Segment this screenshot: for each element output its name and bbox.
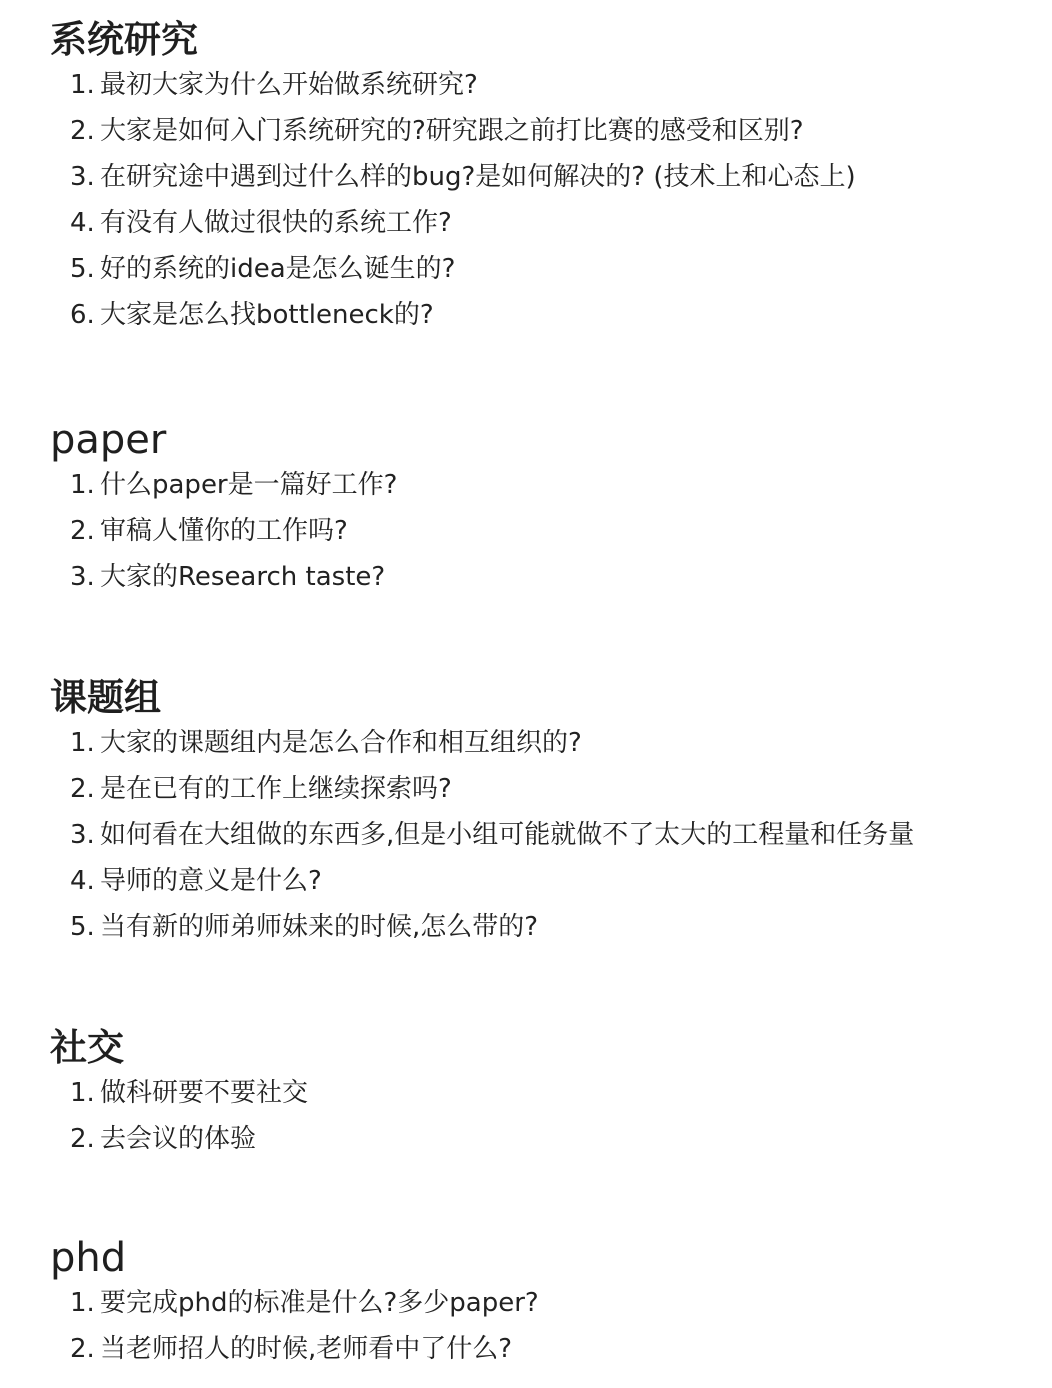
list-item bbox=[50, 812, 1040, 858]
question-list bbox=[50, 462, 1040, 600]
question-list bbox=[50, 1070, 1040, 1162]
item-text: 有没有人做过很快的系统工作? bbox=[100, 208, 452, 238]
list-item bbox=[50, 554, 1040, 600]
item-text: 大家是如何入门系统研究的?研究跟之前打比赛的感受和区别? bbox=[100, 116, 804, 146]
item-number: 1. bbox=[70, 1288, 95, 1318]
item-text: 大家的Research taste? bbox=[100, 562, 386, 592]
list-item bbox=[50, 462, 1040, 508]
item-number: 3. bbox=[70, 562, 95, 592]
item-text: 去会议的体验 bbox=[100, 1124, 257, 1154]
list-item bbox=[50, 1070, 1040, 1116]
item-number: 2. bbox=[70, 1124, 95, 1154]
item-number: 1. bbox=[70, 1078, 95, 1108]
list-item bbox=[50, 766, 1040, 812]
item-text: 好的系统的idea是怎么诞生的? bbox=[100, 254, 456, 284]
item-text: 导师的意义是什么? bbox=[100, 866, 322, 896]
item-number: 2. bbox=[70, 516, 95, 546]
item-number: 4. bbox=[70, 208, 95, 238]
item-number: 1. bbox=[70, 70, 95, 100]
section-heading: paper bbox=[50, 417, 167, 463]
section-heading: 系统研究 bbox=[50, 18, 198, 61]
section-heading: phd bbox=[50, 1235, 127, 1281]
section-research-group bbox=[50, 676, 1040, 950]
section-system-research bbox=[50, 18, 1040, 338]
section-heading: 课题组 bbox=[50, 676, 161, 719]
question-list bbox=[50, 1280, 1040, 1372]
list-item bbox=[50, 1280, 1040, 1326]
item-number: 4. bbox=[70, 866, 95, 896]
section-paper bbox=[50, 418, 1040, 600]
item-text: 当老师招人的时候,老师看中了什么? bbox=[100, 1334, 513, 1364]
list-item bbox=[50, 858, 1040, 904]
item-number: 5. bbox=[70, 254, 95, 284]
item-number: 2. bbox=[70, 116, 95, 146]
item-text: 什么paper是一篇好工作? bbox=[100, 470, 398, 500]
item-number: 6. bbox=[70, 300, 95, 330]
question-list bbox=[50, 720, 1040, 950]
question-list bbox=[50, 62, 1040, 338]
item-text: 大家的课题组内是怎么合作和相互组织的? bbox=[100, 728, 582, 758]
list-item bbox=[50, 292, 1040, 338]
section-phd bbox=[50, 1236, 1040, 1372]
list-item bbox=[50, 154, 1040, 200]
list-item bbox=[50, 62, 1040, 108]
list-item bbox=[50, 720, 1040, 766]
item-number: 5. bbox=[70, 912, 95, 942]
item-text: 如何看在大组做的东西多,但是小组可能就做不了太大的工程量和任务量 bbox=[100, 820, 915, 850]
item-number: 3. bbox=[70, 162, 95, 192]
item-number: 3. bbox=[70, 820, 95, 850]
item-number: 2. bbox=[70, 1334, 95, 1364]
item-text: 当有新的师弟师妹来的时候,怎么带的? bbox=[100, 912, 539, 942]
item-text: 要完成phd的标准是什么?多少paper? bbox=[100, 1288, 539, 1318]
list-item bbox=[50, 904, 1040, 950]
item-text: 在研究途中遇到过什么样的bug?是如何解决的? (技术上和心态上) bbox=[100, 162, 856, 192]
list-item bbox=[50, 508, 1040, 554]
section-heading: 社交 bbox=[50, 1026, 124, 1069]
item-text: 审稿人懂你的工作吗? bbox=[100, 516, 348, 546]
list-item bbox=[50, 200, 1040, 246]
list-item bbox=[50, 1116, 1040, 1162]
list-item bbox=[50, 108, 1040, 154]
list-item bbox=[50, 1326, 1040, 1372]
item-text: 最初大家为什么开始做系统研究? bbox=[100, 70, 478, 100]
section-social bbox=[50, 1026, 1040, 1162]
item-number: 1. bbox=[70, 728, 95, 758]
item-text: 是在已有的工作上继续探索吗? bbox=[100, 774, 452, 804]
item-text: 大家是怎么找bottleneck的? bbox=[100, 300, 434, 330]
item-number: 2. bbox=[70, 774, 95, 804]
item-text: 做科研要不要社交 bbox=[100, 1078, 309, 1108]
list-item bbox=[50, 246, 1040, 292]
item-number: 1. bbox=[70, 470, 95, 500]
